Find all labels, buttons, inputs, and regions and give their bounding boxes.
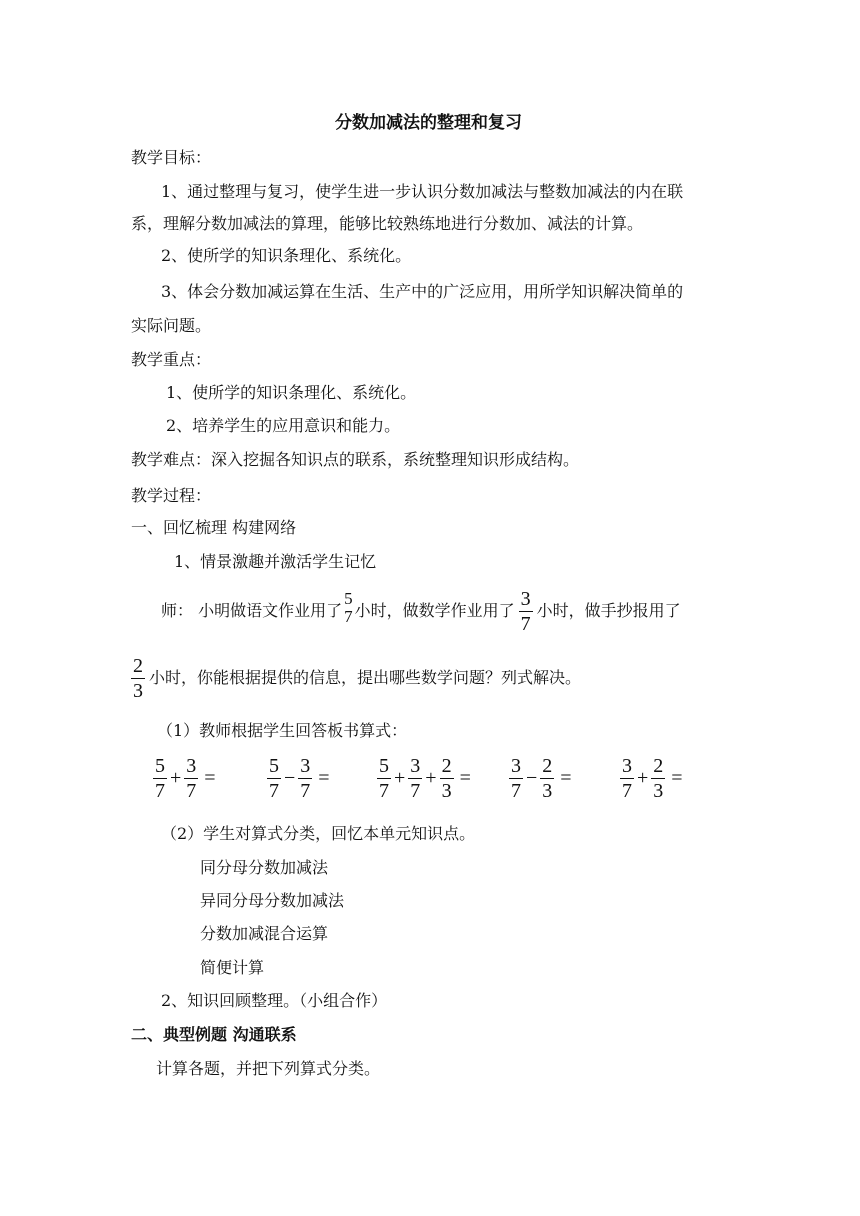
- fraction: [540, 755, 554, 802]
- fraction-denominator: 7: [410, 780, 421, 802]
- fraction-numerator: 3: [300, 755, 311, 777]
- teacher-suffix: 小时，你能根据提供的信息，提出哪些数学问题？列式解决。: [149, 668, 582, 687]
- fraction-denominator: 3: [133, 679, 143, 702]
- section-1-step-2: 2、知识回顾整理。（小组合作）: [161, 991, 388, 1010]
- objective-1-line-2: 系，理解分数加减法的算理，能够比较熟练地进行分数加、减法的计算。: [131, 214, 644, 233]
- teacher-mid-1: 小时，做数学作业用了: [354, 601, 515, 620]
- fraction: [509, 755, 523, 802]
- fraction-denominator: 7: [520, 612, 531, 635]
- fraction-bar: [408, 778, 422, 779]
- objective-3-line-2: 实际问题。: [131, 316, 212, 335]
- fraction-denominator: 7: [622, 780, 632, 802]
- sub-step-1: （1）教师根据学生回答板书算式：: [157, 721, 408, 740]
- equals-sign: =: [204, 767, 216, 789]
- fraction-denominator: 7: [344, 607, 353, 626]
- section-1-step-1: 1、情景激趣并激活学生记忆: [174, 552, 377, 571]
- fraction-denominator: 7: [511, 780, 521, 802]
- operator: +: [394, 767, 406, 789]
- fraction-numerator: 5: [344, 589, 353, 608]
- fraction: [267, 755, 281, 802]
- fraction-numerator: 3: [622, 755, 632, 777]
- operator: −: [526, 767, 538, 789]
- operator: +: [637, 767, 649, 789]
- fraction-denominator: 3: [542, 780, 553, 802]
- difficulty-line: 教学难点：深入挖掘各知识点的联系，系统整理知识形成结构。: [131, 450, 580, 469]
- page-title: 分数加减法的整理和复习: [335, 113, 522, 133]
- fraction: [377, 755, 391, 802]
- fraction-bar: [267, 778, 281, 779]
- operator: +: [425, 767, 437, 789]
- expression-1: [153, 755, 219, 802]
- fraction-denominator: 3: [653, 780, 664, 802]
- teacher-prefix: 师： 小明做语文作业用了: [161, 601, 343, 620]
- expression-4: [509, 755, 575, 802]
- fraction-bar: [184, 778, 198, 779]
- objective-1-line-1: 1、通过整理与复习，使学生进一步认识分数加减法与整数加减法的内在联: [161, 182, 684, 201]
- fraction-poster-time: [131, 655, 145, 702]
- fraction-chinese-time: [342, 590, 355, 626]
- operator: +: [170, 767, 182, 789]
- equals-sign: =: [459, 767, 471, 789]
- operator: −: [284, 767, 296, 789]
- section-1-heading: 一、回忆梳理 构建网络: [131, 518, 297, 537]
- fraction-numerator: 3: [511, 755, 521, 777]
- fraction-denominator: 7: [269, 780, 279, 802]
- key-point-1: 1、使所学的知识条理化、系统化。: [166, 383, 417, 402]
- fraction-bar: [519, 611, 533, 612]
- fraction-numerator: 3: [186, 755, 197, 777]
- fraction-numerator: 5: [379, 755, 389, 777]
- fraction-denominator: 7: [186, 780, 197, 802]
- fraction: [153, 755, 167, 802]
- fraction-bar: [651, 778, 665, 779]
- fraction-bar: [298, 778, 312, 779]
- fraction-bar: [440, 778, 454, 779]
- fraction-bar: [377, 778, 391, 779]
- fraction: [408, 755, 422, 802]
- fraction: [620, 755, 634, 802]
- fraction-denominator: 3: [441, 780, 452, 802]
- category-item: 简便计算: [200, 958, 265, 977]
- equals-sign: =: [560, 767, 572, 789]
- equals-sign: =: [671, 767, 683, 789]
- teacher-question-line: [161, 588, 681, 634]
- fraction-denominator: 7: [155, 780, 165, 802]
- fraction: [298, 755, 312, 802]
- fraction-numerator: 2: [542, 755, 553, 777]
- teacher-mid-2: 小时，做手抄报用了: [536, 601, 681, 620]
- expression-5: [620, 755, 686, 802]
- fraction-numerator: 2: [133, 654, 143, 677]
- fraction-bar: [509, 778, 523, 779]
- fraction-bar: [153, 778, 167, 779]
- fraction: [440, 755, 454, 802]
- fraction-bar: [620, 778, 634, 779]
- sub-step-2: （2）学生对算式分类，回忆本单元知识点。: [161, 824, 476, 843]
- process-heading: 教学过程：: [131, 486, 212, 505]
- key-point-2: 2、培养学生的应用意识和能力。: [166, 416, 401, 435]
- teacher-question-line-2: [131, 655, 581, 701]
- section-2-heading: 二、典型例题 沟通联系: [131, 1025, 297, 1044]
- key-points-heading: 教学重点：: [131, 350, 212, 369]
- category-item: 同分母分数加减法: [200, 858, 329, 877]
- expression-3: [377, 755, 474, 802]
- fraction-bar: [131, 678, 145, 679]
- fraction-numerator: 2: [441, 755, 452, 777]
- fraction-numerator: 5: [155, 755, 165, 777]
- equals-sign: =: [318, 767, 330, 789]
- section-2-line-1: 计算各题，并把下列算式分类。: [156, 1059, 381, 1078]
- expression-2: [267, 755, 333, 802]
- fraction-numerator: 2: [653, 755, 664, 777]
- objective-2: 2、使所学的知识条理化、系统化。: [161, 246, 412, 265]
- objective-3-line-1: 3、体会分数加减运算在生活、生产中的广泛应用，用所学知识解决简单的: [161, 282, 684, 301]
- fraction-numerator: 5: [269, 755, 279, 777]
- fraction: [651, 755, 665, 802]
- category-item: 异同分母分数加减法: [200, 891, 345, 910]
- fraction-numerator: 3: [520, 587, 531, 610]
- fraction-denominator: 7: [379, 780, 389, 802]
- fraction-denominator: 7: [300, 780, 311, 802]
- objectives-heading: 教学目标：: [131, 148, 212, 167]
- fraction-math-time: [519, 588, 533, 635]
- category-item: 分数加减混合运算: [200, 924, 329, 943]
- fraction-bar: [540, 778, 554, 779]
- fraction: [184, 755, 198, 802]
- fraction-numerator: 3: [410, 755, 421, 777]
